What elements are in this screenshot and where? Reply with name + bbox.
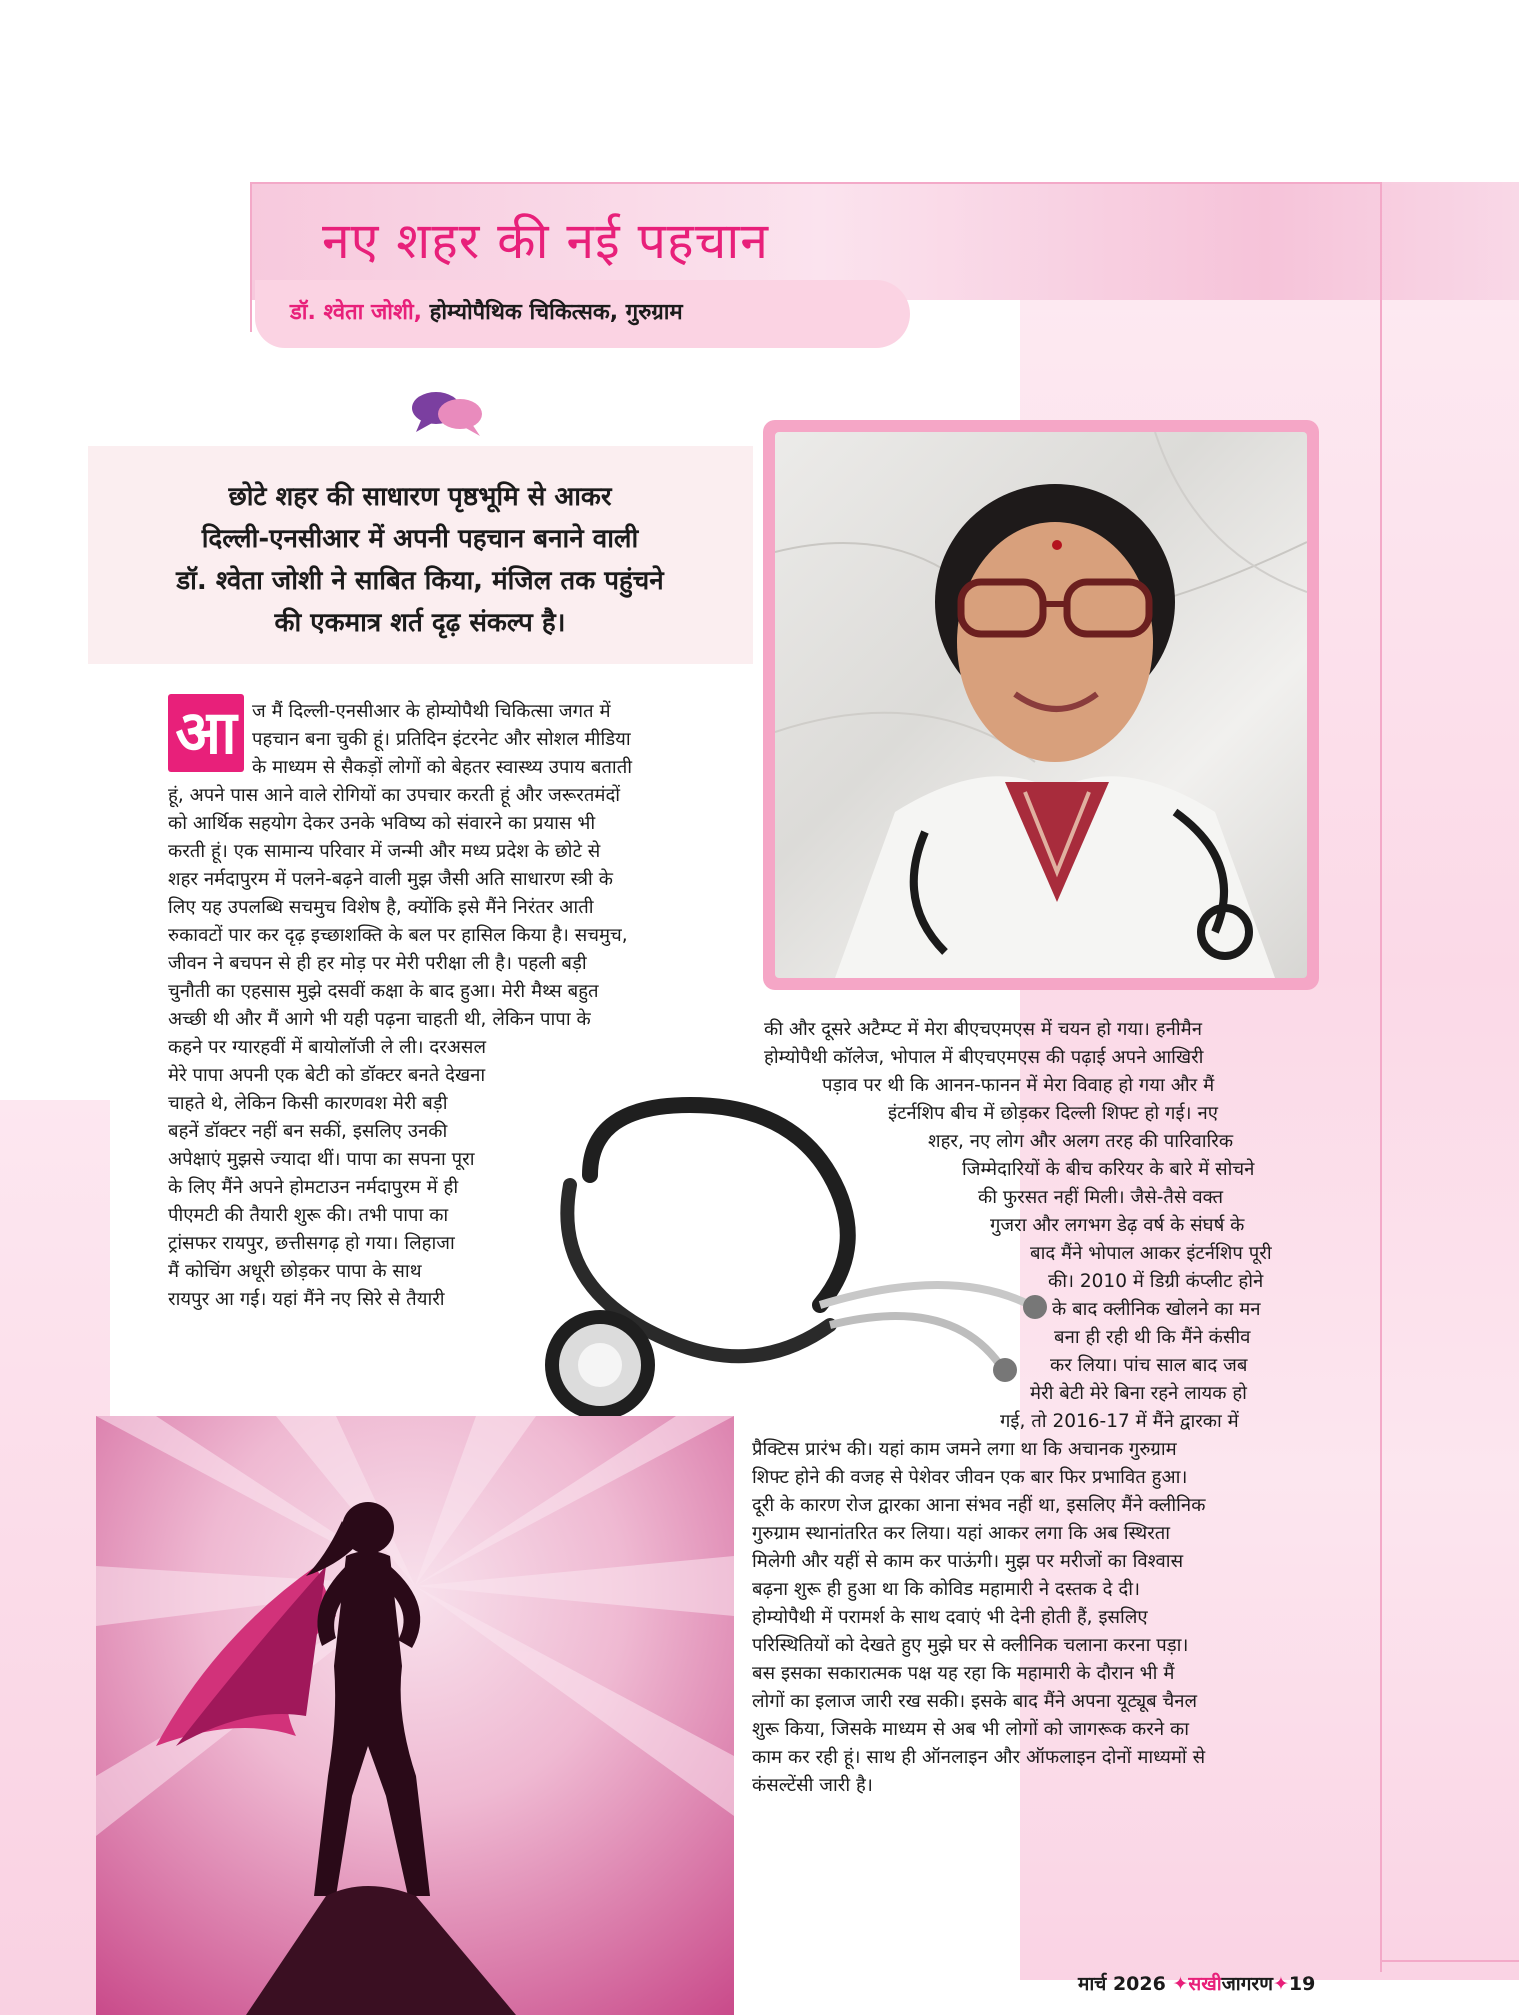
- body-line: की और दूसरे अटैम्प्ट में मेरा बीएचएमएस में चयन हो गया। हनीमैन: [764, 1019, 1202, 1040]
- quote-line: दिल्ली-एनसीआर में अपनी पहचान बनाने वाली: [201, 524, 639, 554]
- body-line: लोगों का इलाज जारी रख सकी। इसके बाद मैंने अपना यूट्यूब चैनल: [752, 1691, 1198, 1712]
- left-wash: [0, 1100, 110, 2015]
- body-line: पीएमटी की तैयारी शुरू की। तभी पापा का: [168, 1205, 449, 1226]
- body-line: दूरी के कारण रोज द्वारका आना संभव नहीं था, इसलिए मैंने क्लीनिक: [752, 1495, 1206, 1516]
- chat-bubbles-icon: [408, 388, 488, 438]
- body-line: परिस्थितियों को देखते हुए मुझे घर से क्लीनिक चलाना करना पड़ा।: [752, 1635, 1189, 1656]
- body-line: काम कर रही हूं। साथ ही ऑनलाइन और ऑफलाइन दोनों माध्यमों से: [752, 1747, 1206, 1768]
- body-line: के लिए मैंने अपने होमटाउन नर्मदापुरम में ही: [168, 1177, 459, 1198]
- body-line: पड़ाव पर थी कि आनन-फानन में मेरा विवाह हो गया और मैं: [822, 1075, 1215, 1096]
- body-line: ट्रांसफर रायपुर, छत्तीसगढ़ हो गया। लिहाजा: [168, 1233, 455, 1254]
- superwoman-silhouette: [96, 1416, 734, 2015]
- body-line: के माध्यम से सैकड़ों लोगों को बेहतर स्वास्थ्य उपाय बताती: [252, 757, 633, 778]
- frame-line: [250, 182, 252, 332]
- page-number: 19: [1288, 1973, 1316, 1995]
- body-line: लिए यह उपलब्धि सचमुच विशेष है, क्योंकि इसे मैंने निरंतर आती: [168, 897, 594, 918]
- body-line: करती हूं। एक सामान्य परिवार में जन्मी और मध्य प्रदेश के छोटे से: [168, 841, 601, 862]
- body-line: प्रैक्टिस प्रारंभ की। यहां काम जमने लगा था कि अचानक गुरुग्राम: [752, 1439, 1177, 1460]
- author-name: डॉ. श्वेता जोशी,: [290, 300, 423, 325]
- sparkle-icon: ✦: [1172, 1973, 1189, 1995]
- body-line: शुरू किया, जिसके माध्यम से अब भी लोगों को जागरूक करने का: [752, 1719, 1189, 1740]
- body-line: बाद मैंने भोपाल आकर इंटर्नशिप पूरी: [1030, 1243, 1272, 1264]
- article-title: नए शहर की नई पहचान: [322, 212, 770, 270]
- body-line: ज मैं दिल्ली-एनसीआर के होम्योपैथी चिकित्सा जगत में: [252, 701, 611, 722]
- body-line: बना ही रही थी कि मैंने कंसीव: [1054, 1327, 1251, 1348]
- body-line: की। 2010 में डिग्री कंप्लीट होने: [1048, 1271, 1264, 1292]
- frame-line: [250, 182, 1380, 184]
- body-line: मेरे पापा अपनी एक बेटी को डॉक्टर बनते देखना: [168, 1065, 486, 1086]
- body-line: इंटर्नशिप बीच में छोड़कर दिल्ली शिफ्ट हो गई। नए: [888, 1103, 1218, 1124]
- frame-line: [1380, 1960, 1519, 1962]
- body-line: गुजरा और लगभग डेढ़ वर्ष के संघर्ष के: [990, 1215, 1245, 1236]
- frame-line: [1380, 182, 1382, 1972]
- body-line: कर लिया। पांच साल बाद जब: [1050, 1355, 1248, 1376]
- body-line: चुनौती का एहसास मुझे दसवीं कक्षा के बाद हुआ। मेरी मैथ्स बहुत: [168, 981, 599, 1002]
- issue-month: मार्च 2026: [1078, 1973, 1166, 1995]
- author-role: होम्योपैथिक चिकित्सक, गुरुग्राम: [422, 300, 683, 325]
- doctor-portrait-illustration: [775, 432, 1307, 978]
- quote-line: की एकमात्र शर्त दृढ़ संकल्प है।: [274, 608, 566, 638]
- sparkle-icon: ✦: [1272, 1973, 1289, 1995]
- body-line: रुकावटों पार कर दृढ़ इच्छाशक्ति के बल पर हासिल किया है। सचमुच,: [168, 925, 628, 946]
- body-line: चाहते थे, लेकिन किसी कारणवश मेरी बड़ी: [168, 1093, 448, 1114]
- quote-line: छोटे शहर की साधारण पृष्ठभूमि से आकर: [228, 482, 612, 512]
- body-line: जिम्मेदारियों के बीच करियर के बारे में सोचने: [962, 1159, 1255, 1180]
- body-line: को आर्थिक सहयोग देकर उनके भविष्य को संवारने का प्रयास भी: [168, 813, 596, 834]
- body-line: होम्योपैथी में परामर्श के साथ दवाएं भी देनी होती हैं, इसलिए: [752, 1607, 1148, 1628]
- body-line: बहनें डॉक्टर नहीं बन सकीं, इसलिए उनकी: [168, 1121, 448, 1142]
- body-line: कहने पर ग्यारहवीं में बायोलॉजी ले ली। दरअसल: [168, 1037, 486, 1058]
- body-line: शहर, नए लोग और अलग तरह की पारिवारिक: [928, 1131, 1234, 1152]
- body-line: होम्योपैथी कॉलेज, भोपाल में बीएचएमएस की पढ़ाई अपने आखिरी: [764, 1047, 1204, 1068]
- brand-jagran: जागरण: [1221, 1973, 1273, 1995]
- body-line: अपेक्षाएं मुझसे ज्यादा थीं। पापा का सपना पूरा: [168, 1149, 475, 1170]
- drop-cap: आ: [168, 694, 244, 772]
- body-line: पहचान बना चुकी हूं। प्रतिदिन इंटरनेट और सोशल मीडिया: [252, 729, 631, 750]
- body-line: मेरी बेटी मेरे बिना रहने लायक हो: [1030, 1383, 1247, 1404]
- body-line: की फुरसत नहीं मिली। जैसे-तैसे वक्त: [978, 1187, 1224, 1208]
- superwoman-illustration: [96, 1416, 734, 2015]
- body-line: शहर नर्मदापुरम में पलने-बढ़ने वाली मुझ जैसी अति साधारण स्त्री के: [168, 869, 613, 890]
- body-line: शिफ्ट होने की वजह से पेशेवर जीवन एक बार फिर प्रभावित हुआ।: [752, 1467, 1188, 1488]
- body-line: गई, तो 2016-17 में मैंने द्वारका में: [1000, 1411, 1239, 1432]
- page-footer: [1078, 1970, 1315, 1996]
- quote-line: डॉ. श्वेता जोशी ने साबित किया, मंजिल तक पहुंचने: [176, 566, 664, 596]
- body-line: जीवन ने बचपन से ही हर मोड़ पर मेरी परीक्षा ली है। पहली बड़ी: [168, 953, 587, 974]
- pull-quote: [95, 476, 745, 644]
- body-line: अच्छी थी और मैं आगे भी यही पढ़ना चाहती थी, लेकिन पापा के: [168, 1009, 591, 1030]
- body-line: के बाद क्लीनिक खोलने का मन: [1052, 1299, 1261, 1320]
- body-line: गुरुग्राम स्थानांतरित कर लिया। यहां आकर लगा कि अब स्थिरता: [752, 1523, 1171, 1544]
- body-line: बढ़ना शुरू ही हुआ था कि कोविड महामारी ने दस्तक दे दी।: [752, 1579, 1140, 1600]
- byline: [290, 296, 683, 326]
- body-line: हूं, अपने पास आने वाले रोगियों का उपचार करती हूं और जरूरतमंदों: [168, 785, 621, 806]
- body-line: कंसल्टेंसी जारी है।: [752, 1775, 873, 1796]
- body-line: रायपुर आ गई। यहां मैंने नए सिरे से तैयारी: [168, 1289, 445, 1310]
- body-line: मिलेगी और यहीं से काम कर पाऊंगी। मुझ पर मरीजों का विश्वास: [752, 1551, 1184, 1572]
- body-line: बस इसका सकारात्मक पक्ष यह रहा कि महामारी के दौरान भी मैं: [752, 1663, 1175, 1684]
- body-line: मैं कोचिंग अधूरी छोड़कर पापा के साथ: [168, 1261, 422, 1282]
- portrait-photo: [775, 432, 1307, 978]
- brand-sakhi: सखी: [1188, 1973, 1222, 1995]
